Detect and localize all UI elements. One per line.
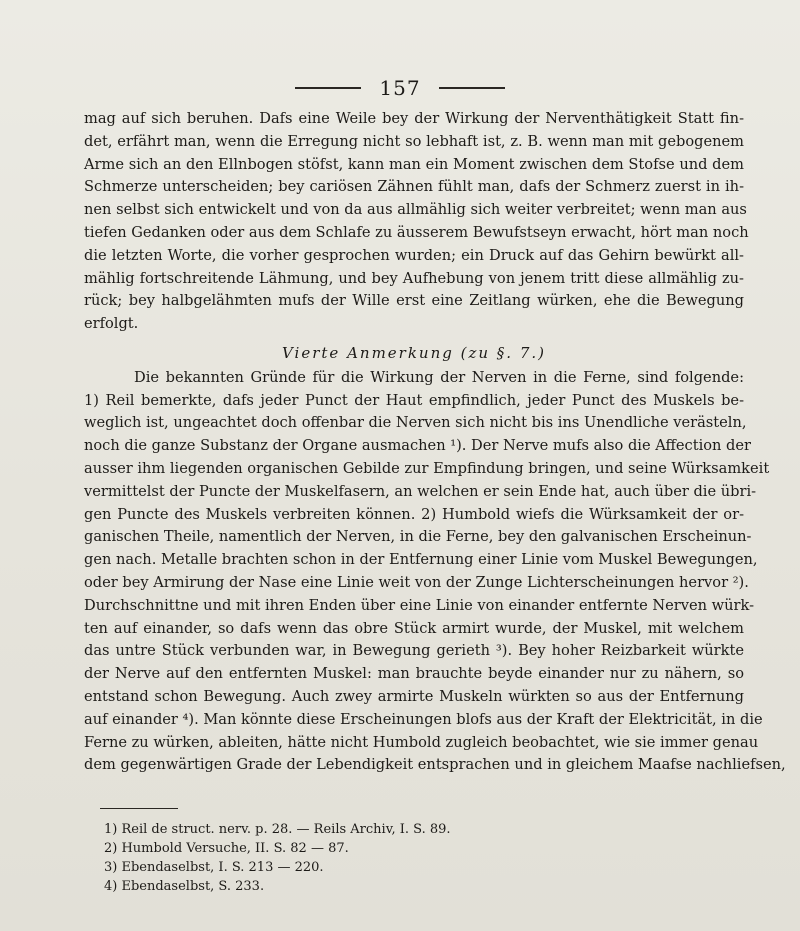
text-line: Ferne zu würken, ableiten, hätte nicht Humbold zugleich beobachtet, wie sie immer genau — [84, 733, 759, 751]
text-line: ten auf einander, so dafs wenn das obre Stück armirt wurde, der Muskel, mit welchem — [84, 619, 744, 637]
text-line: Durchschnittne und mit ihren Enden über eine Linie von einander entfernte Nerven würk- — [84, 596, 755, 614]
header-rule-left — [295, 87, 361, 89]
text-line: oder bey Armirung der Nase eine Linie weit von der Zunge Lichterscheinungen hervor ²). — [84, 573, 749, 591]
paragraph-continuation — [84, 108, 749, 336]
header-rule-right — [439, 87, 505, 89]
page-header — [0, 76, 800, 100]
text-line: det, erfährt man, wenn die Erregung nicht so lebhaft ist, z. B. wenn man mit gebogenem — [84, 132, 744, 150]
text-line: rück; bey halbgelähmten mufs der Wille erst eine Zeitlang würken, ehe die Bewegung — [84, 292, 744, 310]
text-line: ganischen Theile, namentlich der Nerven, in die Ferne, bey den galvanischen Erscheinun- — [84, 528, 752, 546]
footnote: 2) Humbold Versuche, II. S. 82 — 87. — [104, 841, 349, 856]
paragraph-anmerkung — [84, 367, 786, 777]
text-line: dem gegenwärtigen Grade der Lebendigkeit entsprachen und in gleichem Maafse nachliefsen, — [84, 756, 786, 774]
text-line: nen selbst sich entwickelt und von da aus allmählig sich weiter verbreitet; wenn man aus — [84, 201, 747, 219]
text-line: entstand schon Bewegung. Auch zwey armirte Muskeln würkten so aus der Entfernung — [84, 687, 744, 705]
text-line: das untre Stück verbunden war, in Bewegung gerieth ³). Bey hoher Reizbarkeit würkte — [84, 642, 744, 660]
text-line: noch die ganze Substanz der Organe ausmachen ¹). Der Nerve mufs also die Affection der — [84, 437, 752, 455]
text-line: ausser ihm liegenden organischen Gebilde zur Empfindung bringen, und seine Würksamkeit — [84, 459, 770, 477]
section-heading: Vierte Anmerkung (zu §. 7.) — [281, 343, 546, 362]
footnote: 3) Ebendaselbst, I. S. 213 — 220. — [104, 860, 324, 875]
text-line: Die bekannten Gründe für die Wirkung der Nerven in die Ferne, sind folgende: — [134, 368, 744, 386]
text-line: erfolgt. — [84, 315, 139, 333]
text-line: tiefen Gedanken oder aus dem Schlafe zu äusserem Bewufstseyn erwacht, hört man noch — [84, 223, 749, 241]
page-body — [84, 108, 786, 777]
text-line: mag auf sich beruhen. Dafs eine Weile bey der Wirkung der Nerventhätigkeit Statt fin- — [84, 110, 744, 127]
text-line: mählig fortschreitende Lähmung, und bey Aufhebung von jenem tritt diese allmählig zu- — [84, 269, 744, 287]
text-line: auf einander ⁴). Man könnte diese Erscheinungen blofs aus der Kraft der Elektricität, in die — [84, 710, 763, 728]
footnotes — [104, 820, 451, 896]
page-number: 157 — [379, 76, 421, 100]
text-line: weglich ist, ungeachtet doch offenbar die Nerven sich nicht bis ins Unendliche verästeln, — [84, 414, 747, 432]
text-line: gen nach. Metalle brachten schon in der Entfernung einer Linie vom Muskel Bewegungen, — [84, 551, 758, 569]
footnote: 1) Reil de struct. nerv. p. 28. — Reils Archiv, I. S. 89. — [104, 822, 451, 837]
text-line: Arme sich an den Ellnbogen stöfst, kann man ein Moment zwischen dem Stofse und dem — [84, 155, 744, 173]
text-line: die letzten Worte, die vorher gesprochen wurden; ein Druck auf das Gehirn bewürkt all- — [84, 246, 744, 264]
text-line: gen Puncte des Muskels verbreiten können. 2) Humbold wiefs die Würksamkeit der or- — [84, 505, 744, 523]
text-line: der Nerve auf den entfernten Muskel: man brauchte beyde einander nur zu nähern, so — [84, 665, 744, 683]
text-line: 1) Reil bemerkte, dafs jeder Punct der Haut empfindlich, jeder Punct des Muskels be- — [84, 391, 744, 409]
text-line: vermittelst der Puncte der Muskelfasern, an welchen er sein Ende hat, auch über die übri- — [84, 482, 757, 500]
footnote-divider — [100, 808, 178, 809]
footnote: 4) Ebendaselbst, S. 233. — [104, 879, 265, 894]
text-line: Schmerze unterscheiden; bey cariösen Zähnen fühlt man, dafs der Schmerz zuerst in ih- — [84, 178, 744, 196]
